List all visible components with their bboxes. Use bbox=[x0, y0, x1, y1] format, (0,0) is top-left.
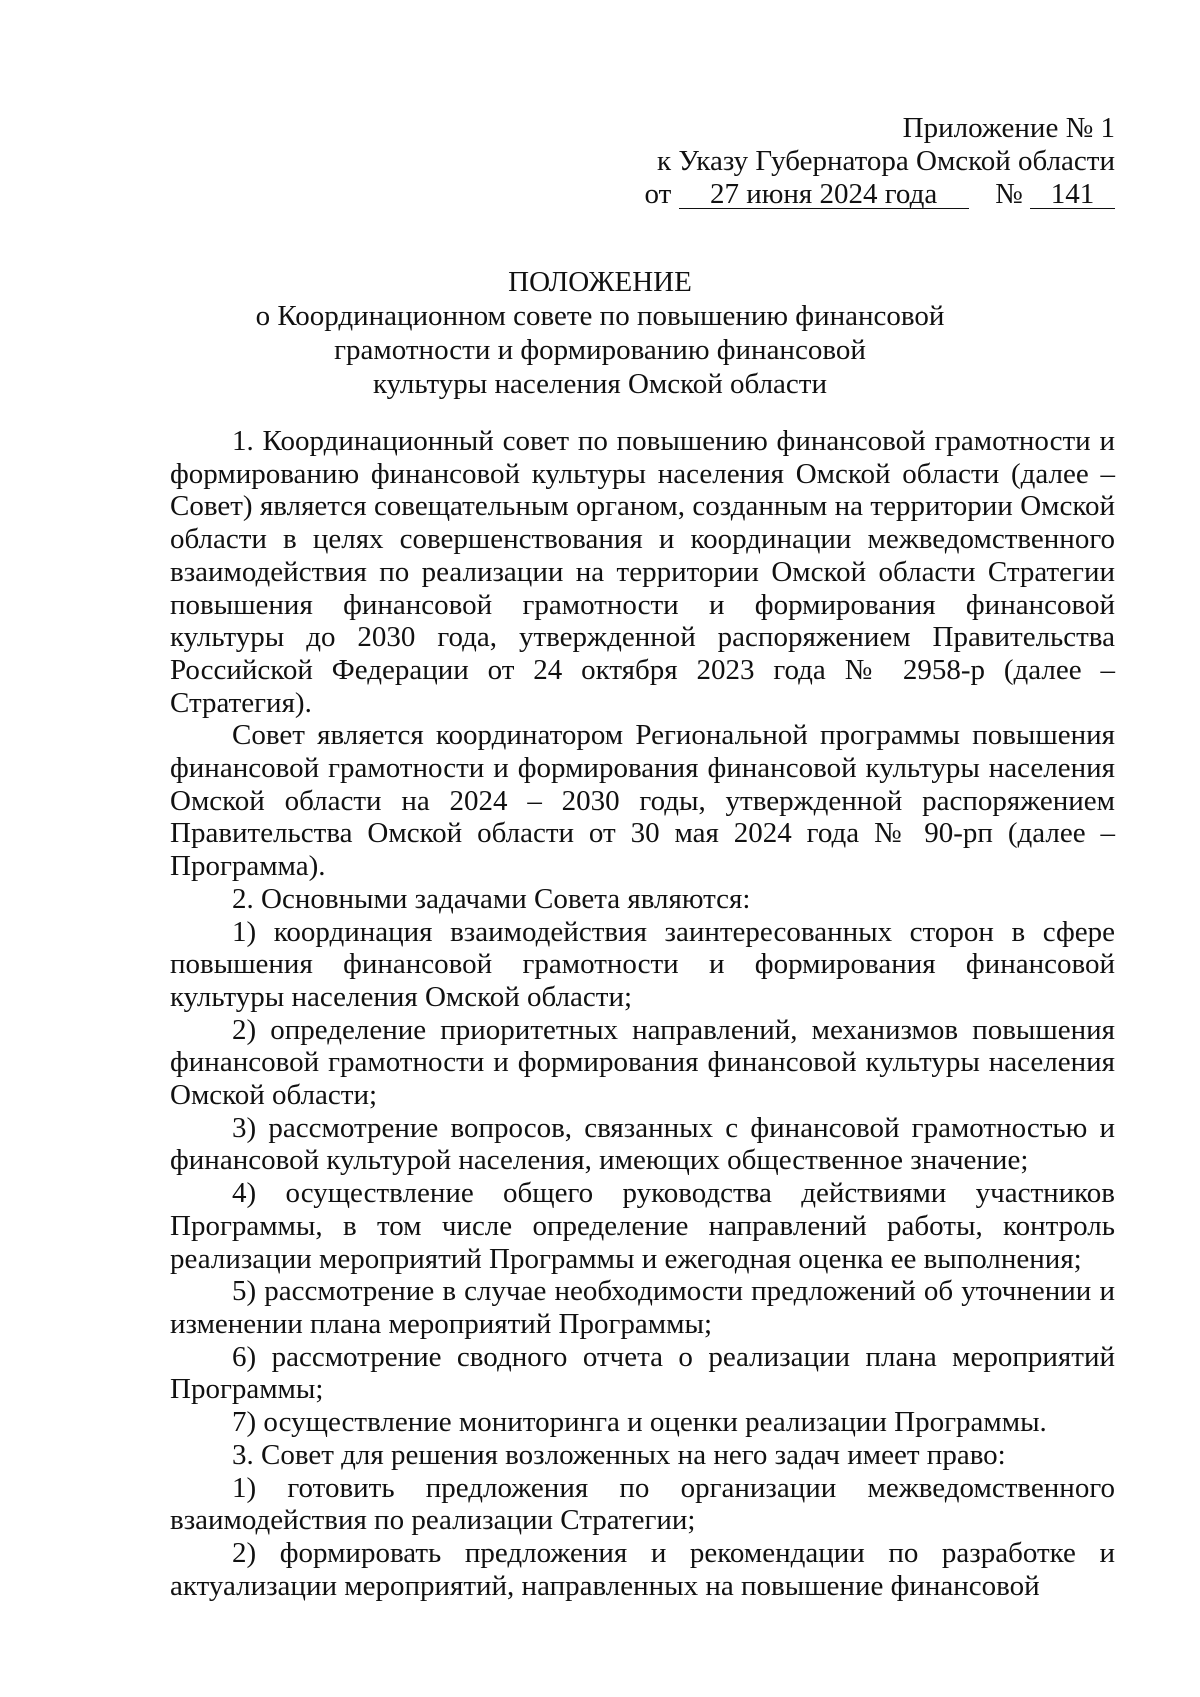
paragraph: 2) формировать предложения и рекомендации по разработке и актуализации мероприятий, направленных на повышение финансовой bbox=[170, 1536, 1115, 1602]
decree-number: 141 bbox=[1030, 180, 1115, 209]
appendix-number: Приложение № 1 bbox=[902, 112, 1115, 144]
paragraph: 2. Основными задачами Совета являются: bbox=[232, 882, 751, 915]
title-heading: ПОЛОЖЕНИЕ bbox=[508, 266, 692, 298]
paragraph: 5) рассмотрение в случае необходимости предложений об уточнении и изменении плана мероприятий Программы; bbox=[170, 1275, 1115, 1340]
paragraph: 1) координация взаимодействия заинтересованных сторон в сфере повышения финансовой грамотности и формирования финансовой культуры населения Омской области; bbox=[170, 915, 1115, 1013]
appendix-date-line bbox=[645, 178, 1115, 211]
document-body bbox=[170, 425, 1115, 1602]
paragraph: 2) определение приоритетных направлений, механизмов повышения финансовой грамотности и формирования финансовой культуры населения Омской области; bbox=[170, 1013, 1115, 1112]
decree-date: 27 июня 2024 года bbox=[679, 180, 969, 209]
paragraph: 1. Координационный совет по повышению финансовой грамотности и формированию финансовой культуры населения Омской области (далее – Совет) является совещательным органом, созданным на территории Омской области в целях совершенствования и координации межведомственного взаимодействия по реализации на территории Омской области Стратегии повышения финансовой грамотности и формирования финансовой культуры до 2030 года, утвержденной распоряжением Правительства Российской Федерации от 24 октября 2023 года № 2958-р (далее – Стратегия). bbox=[170, 425, 1115, 719]
paragraph: 6) рассмотрение сводного отчета о реализации плана мероприятий Программы; bbox=[170, 1340, 1115, 1406]
paragraph: 1) готовить предложения по организации межведомственного взаимодействия по реализации Стратегии; bbox=[170, 1471, 1115, 1537]
document-title bbox=[0, 265, 1200, 401]
paragraph: 3) рассмотрение вопросов, связанных с финансовой грамотностью и финансовой культурой населения, имеющих общественное значение; bbox=[170, 1111, 1115, 1177]
paragraph: 7) осуществление мониторинга и оценки реализации Программы. bbox=[232, 1406, 1047, 1439]
appendix-header bbox=[645, 112, 1115, 211]
paragraph: 4) осуществление общего руководства действиями участников Программы, в том числе определение направлений работы, контроль реализации мероприятий Программы и ежегодная оценка ее выполнения; bbox=[170, 1177, 1115, 1275]
paragraph: Совет является координатором Региональной программы повышения финансовой грамотности и формирования финансовой культуры населения Омской области на 2024 – 2030 годы, утвержденной распоряжением Правительства Омской области от 30 мая 2024 года № 90-рп (далее – Программа). bbox=[170, 719, 1115, 883]
paragraph: 3. Совет для решения возложенных на него задач имеет право: bbox=[232, 1438, 1006, 1471]
title-line-3: культуры населения Омской области bbox=[373, 368, 827, 400]
appendix-decree-reference: к Указу Губернатора Омской области bbox=[656, 145, 1115, 177]
date-from-label: от bbox=[644, 178, 672, 210]
title-line-2: грамотности и формированию финансовой bbox=[334, 334, 866, 366]
number-label: № bbox=[995, 178, 1023, 210]
title-line-1: о Координационном совете по повышению финансовой bbox=[255, 300, 945, 332]
